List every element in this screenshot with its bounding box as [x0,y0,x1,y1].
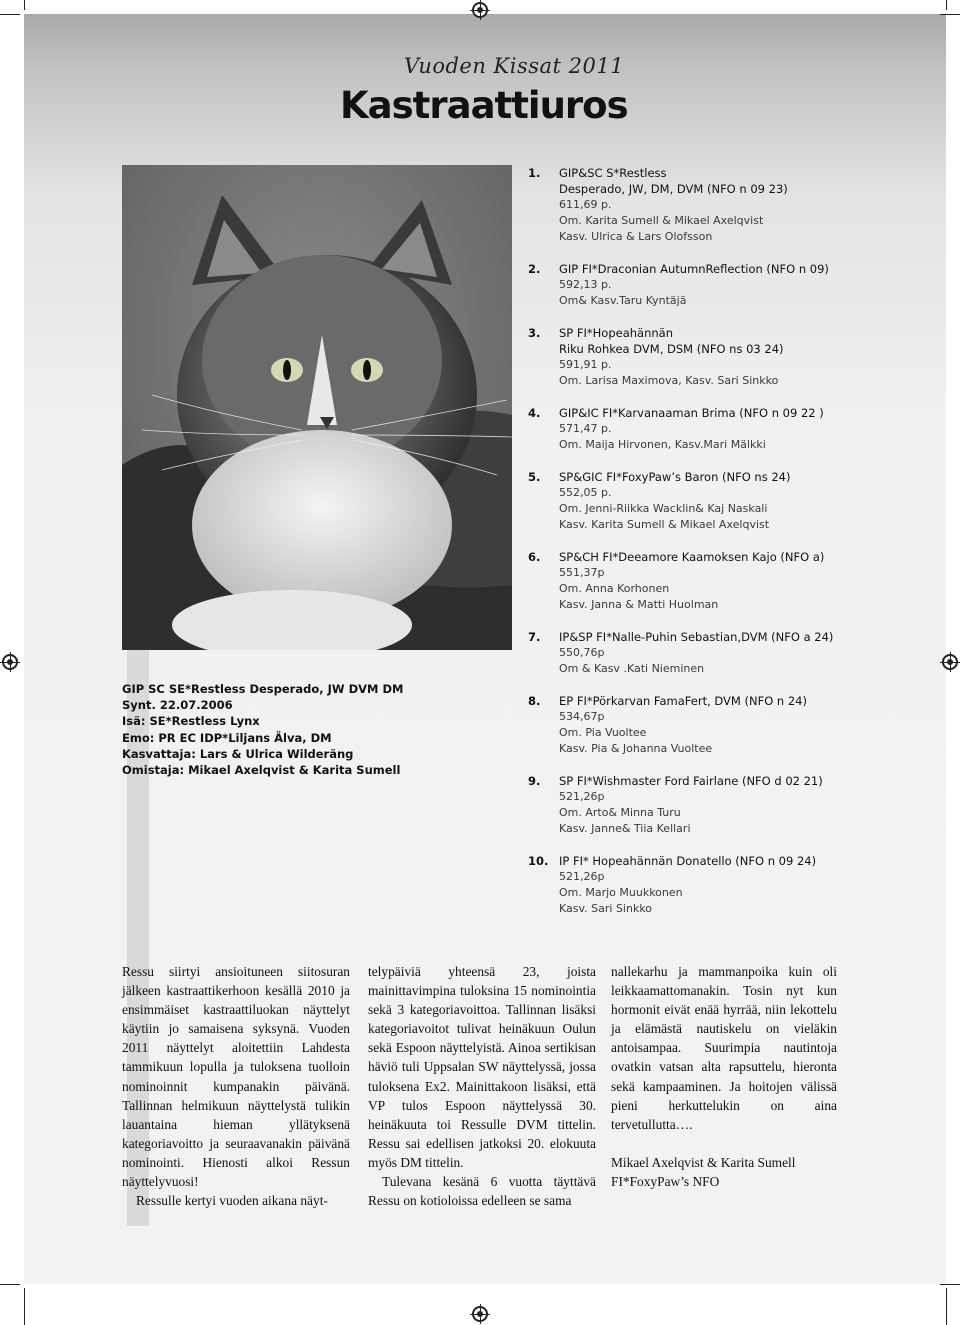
rank-number: 3. [528,326,541,340]
author-name: Mikael Axelqvist & Karita Sumell [611,1154,796,1170]
caption-line: Kasvattaja: Lars & Ulrica Wilderäng [122,746,354,761]
list-item [528,261,948,309]
owner: Om & Kasv .Kati Nieminen [559,662,705,675]
caption-line: Omistaja: Mikael Axelqvist & Karita Sumell [122,763,401,778]
registration-mark-icon [472,1306,488,1322]
rank-number: 9. [528,774,541,788]
crop-mark [24,0,25,10]
list-item [528,325,948,389]
paragraph: telypäiviä yhteensä 23, joista mainittavimpina tuloksina 15 nominointia sekä 3 kategoriavoittoa. Tallinnan lisäksi kategoriavoitot tulivat heinäkuun Oulun sekä Espoon näyttelyistä. Ainoa sertikisan häviö tuli Uppsalan SW näyttelyssä, jossa tuloksena Ex2. Mainittakoon lisäksi, että VP tulos Espoon näyttelyssä 30. heinäkuuta toi Ressulle DVM tittelin. Ressu sai edellisen jatkoksi 20. elokuuta myös DM tittelin. [368,964,596,1170]
caption-line: GIP SC SE*Restless Desperado, JW DVM DM [122,682,404,696]
points: 534,67p [559,710,605,723]
owner: Om. Arto& Minna Turu [559,806,681,819]
list-item [528,629,948,677]
cat-name: IP FI* Hopeahännän Donatello (NFO n 09 24) [559,854,817,868]
rank-number: 6. [528,550,541,564]
page-title: Kastraattiuros [340,84,628,127]
cat-name: GIP FI*Draconian AutumnReflection (NFO n 09) [559,262,829,276]
photo-caption [122,681,502,778]
points: 592,13 p. [559,278,612,291]
cat-name: EP FI*Pörkarvan FamaFert, DVM (NFO n 24) [559,694,807,708]
list-item [528,405,948,453]
cat-photo-icon [122,165,512,650]
crop-mark [0,14,20,15]
breeder: Kasv. Sari Sinkko [559,902,653,915]
points: 552,05 p. [559,486,612,499]
crop-mark [0,1284,20,1285]
breeder: Kasv. Ulrica & Lars Olofsson [559,230,713,243]
paragraph: nallekarhu ja mammanpoika kuin oli leikkaamattomanakin. Tosin nyt kun hormonit eivät enää hyrrää, niin lekottelu ja elämästä nautiskelu on vieläkin antoisampaa. Suurimpia nautintoja ovatkin vatsan alta rapsuttelu, hieronta sekä kampaaminen. Ja hoitojen välissä pieni herkuttelukin on aina tervetullutta…. [611,964,837,1132]
cat-name: Riku Rohkea DVM, DSM (NFO ns 03 24) [559,342,784,356]
crop-mark [946,0,947,10]
page-subtitle: Vuoden Kissat 2011 [404,54,625,78]
cat-name: IP&SP FI*Nalle-Puhin Sebastian,DVM (NFO a 24) [559,630,834,644]
owner: Om. Marjo Muukkonen [559,886,683,899]
list-item [528,549,948,613]
rank-number: 2. [528,262,541,276]
points: 591,91 p. [559,358,612,371]
registration-mark-icon [472,2,488,18]
rank-number: 7. [528,630,541,644]
rank-number: 4. [528,406,541,420]
points: 550,76p [559,646,605,659]
crop-mark [940,14,960,15]
list-item [528,165,948,245]
paragraph: Ressu siirtyi ansioituneen siitosuran jälkeen kastraattikerhoon kesällä 2010 ja ensimmäiset kastraattiluokan näyttelyt käytiin jo samaisena syksynä. Vuoden 2011 näyttelyt aloitettiin Lahdesta tammikuun lopulla ja tuloksena tuolloin nominoinnit kumpanakin päivänä. Tallinnan helmikuun näyttelystä tulikin lauantaina hieman yllätyksenä kategoriavoitto ja seuraavanakin päivänä nominointi. Hienosti alkoi Ressun näyttelyvuosi! [122,964,350,1190]
cat-name: SP&GIC FI*FoxyPaw’s Baron (NFO ns 24) [559,470,791,484]
cat-name: Desperado, JW, DM, DVM (NFO n 09 23) [559,182,788,196]
cat-photo [122,165,512,650]
cat-name: GIP&SC S*Restless [559,166,667,180]
points: 551,37p [559,566,605,579]
cat-name: SP&CH FI*Deeamore Kaamoksen Kajo (NFO a) [559,550,825,564]
caption-line: Emo: PR EC IDP*Liljans Älva, DM [122,730,332,745]
owner: Om. Karita Sumell & Mikael Axelqvist [559,214,764,227]
crop-mark [940,1284,960,1285]
crop-mark [946,1288,947,1325]
breeder: Kasv. Pia & Johanna Vuoltee [559,742,713,755]
body-column-2 [368,962,596,1210]
body-column-3 [611,962,837,1191]
list-item [528,469,948,533]
author-cattery: FI*FoxyPaw’s NFO [611,1173,720,1189]
registration-mark-icon [2,654,18,670]
owner: Om. Jenni-Riikka Wacklin& Kaj Naskali [559,502,768,515]
owner: Om. Maija Hirvonen, Kasv.Mari Mälkki [559,438,766,451]
paragraph: Tulevana kesänä 6 vuotta täyttävä Ressu on kotioloissa edelleen se sama [368,1174,596,1209]
owner: Om. Anna Korhonen [559,582,670,595]
rank-number: 10. [528,854,549,868]
caption-line: Synt. 22.07.2006 [122,698,233,713]
spacer [611,1134,837,1153]
points: 571,47 p. [559,422,612,435]
owner: Om. Pia Vuoltee [559,726,647,739]
breeder: Kasv. Janna & Matti Huolman [559,598,719,611]
rank-number: 1. [528,166,541,180]
owner: Om. Larisa Maximova, Kasv. Sari Sinkko [559,374,779,387]
crop-mark [24,1288,25,1325]
list-item [528,853,948,917]
caption-line: Isä: SE*Restless Lynx [122,714,260,729]
cat-name: SP FI*Wishmaster Ford Fairlane (NFO d 02 21) [559,774,823,788]
list-item [528,693,948,757]
list-item [528,773,948,837]
points: 611,69 p. [559,198,612,211]
results-list [528,165,948,933]
owner: Om& Kasv.Taru Kyntäjä [559,294,687,307]
breeder: Kasv. Karita Sumell & Mikael Axelqvist [559,518,770,531]
paragraph: Ressulle kertyi vuoden aikana näyt- [136,1193,328,1209]
points: 521,26p [559,790,605,803]
rank-number: 5. [528,470,541,484]
cat-name: GIP&IC FI*Karvanaaman Brima (NFO n 09 22 ) [559,406,824,420]
rank-number: 8. [528,694,541,708]
cat-name: SP FI*Hopeahännän [559,326,674,340]
points: 521,26p [559,870,605,883]
breeder: Kasv. Janne& Tiia Kellari [559,822,691,835]
body-column-1 [122,962,350,1210]
